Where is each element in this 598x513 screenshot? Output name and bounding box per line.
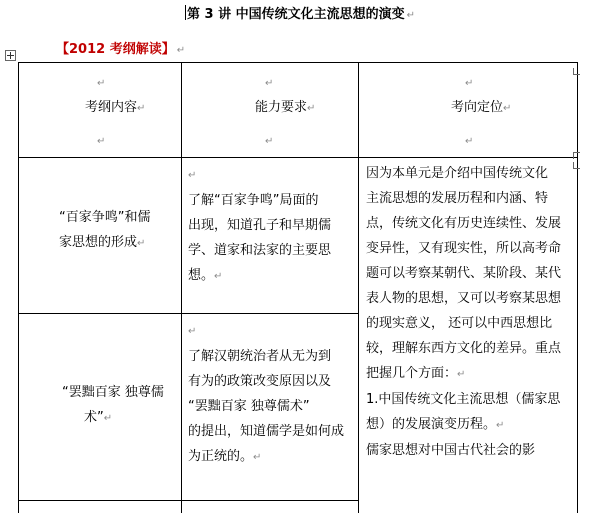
header-label: 考向定位 xyxy=(451,100,504,115)
header-mark-2: ↵ xyxy=(265,78,274,89)
row2-requirement-cell xyxy=(188,319,344,470)
cell-line: 1.中国传统文化主流思想（儒家思 xyxy=(366,392,561,407)
cell-mark: ↵ xyxy=(188,170,197,181)
table-column-rule-1 xyxy=(181,62,182,513)
paragraph-mark: ↵ xyxy=(176,45,186,56)
table-rule-row1 xyxy=(18,313,359,314)
cell-line: 点，传统文化有历史连续性、发展 xyxy=(366,216,562,231)
cell-mark: ↵ xyxy=(188,326,197,337)
paragraph-mark: ↵ xyxy=(406,10,416,21)
cell-line: 了解汉朝统治者从无为到 xyxy=(188,349,332,364)
header-label: 能力要求 xyxy=(255,100,308,115)
cell-line-with-mark: 把握几个方面：↵ xyxy=(366,366,466,381)
row1-content-cell xyxy=(59,205,150,256)
cell-line-with-mark: 术”↵ xyxy=(84,410,113,425)
cell-line: 题可以考察某朝代、某阶段、某代 xyxy=(366,266,562,281)
row2-content-cell xyxy=(62,380,164,431)
cell-line: 变异性，又有现实性，所以高考命 xyxy=(366,241,562,256)
header-mark-3: ↵ xyxy=(465,78,474,89)
cell-line: 了解“百家争鸣”局面的 xyxy=(188,193,319,208)
header-mark-2b: ↵ xyxy=(265,136,274,147)
cell-corner-mark xyxy=(573,152,580,159)
header-cell-content: 考纲内容↵ xyxy=(85,100,146,115)
cell-line: 学、道家和法家的主要思 xyxy=(188,243,332,258)
cell-line: “罢黜百家 独尊儒 xyxy=(62,385,164,400)
table-rule-row2 xyxy=(18,500,359,501)
section-heading-text: 【2012 考纲解读】 xyxy=(56,42,175,57)
cell-line: “百家争鸣”和儒 xyxy=(59,210,151,225)
header-label: 考纲内容 xyxy=(85,100,138,115)
header-mark-1: ↵ xyxy=(97,78,106,89)
header-mark-1b: ↵ xyxy=(97,136,106,147)
text-cursor xyxy=(185,5,186,20)
table-border-top xyxy=(18,62,578,63)
cell-line: 的提出，知道儒学是如何成 xyxy=(188,424,345,439)
table-move-handle-icon[interactable] xyxy=(5,50,16,61)
cell-line: 出现，知道孔子和早期儒 xyxy=(188,218,332,233)
cell-line-with-mark: 想）的发展演变历程。↵ xyxy=(366,417,505,432)
cell-line-with-mark: 想。↵ xyxy=(188,268,223,283)
header-mark-3b: ↵ xyxy=(465,136,474,147)
cell-line: 表人物的思想，又可以考察某思想 xyxy=(366,291,562,306)
section-heading xyxy=(56,38,185,57)
cell-corner-mark xyxy=(573,162,580,169)
header-cell-requirement: 能力要求↵ xyxy=(255,100,316,115)
table-border-left xyxy=(18,62,19,513)
table-border-right xyxy=(577,62,578,513)
cell-line: 因为本单元是介绍中国传统文化 xyxy=(366,166,549,181)
cell-line: 较，理解东西方文化的差异。重点 xyxy=(366,341,562,356)
table-rule-header xyxy=(18,157,578,158)
title-text: 第 3 讲 中国传统文化主流思想的演变 xyxy=(187,7,405,22)
cell-line: 儒家思想对中国古代社会的影 xyxy=(366,443,536,458)
cell-line-with-mark: 家思想的形成↵ xyxy=(59,235,146,250)
document-title xyxy=(185,3,415,22)
cell-line: 有为的政策改变原因以及 xyxy=(188,374,332,389)
table-column-rule-2 xyxy=(358,62,359,513)
cell-line: 的现实意义， 还可以中西思想比 xyxy=(366,316,553,331)
cell-line: 主流思想的发展历程和内涵、特 xyxy=(366,191,549,206)
cell-line-with-mark: 为正统的。↵ xyxy=(188,449,262,464)
cell-line: “罢黜百家 独尊儒术” xyxy=(188,399,310,414)
cell-corner-mark xyxy=(573,68,580,75)
orientation-cell xyxy=(366,161,561,463)
row1-requirement-cell xyxy=(188,163,331,289)
header-cell-orientation: 考向定位↵ xyxy=(451,100,512,115)
